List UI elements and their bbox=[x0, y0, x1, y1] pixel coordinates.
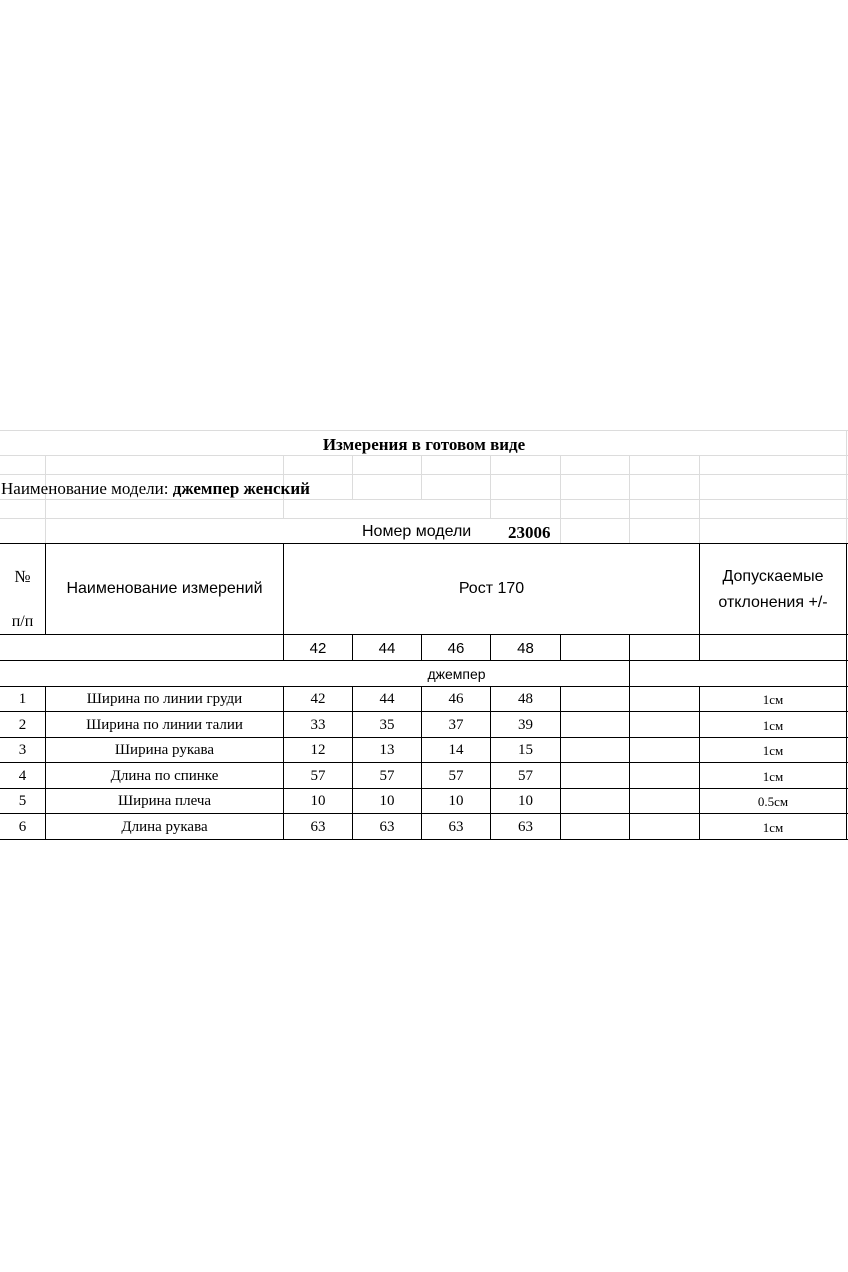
table-line bbox=[629, 634, 630, 686]
row-value: 13 bbox=[379, 742, 395, 758]
gridline bbox=[629, 455, 630, 543]
gridline bbox=[0, 499, 848, 500]
table-line bbox=[45, 686, 46, 839]
table-line bbox=[560, 634, 561, 660]
row-value: 33 bbox=[310, 717, 326, 733]
row-name: Длина рукава bbox=[121, 819, 208, 835]
row-value: 63 bbox=[448, 819, 464, 835]
measurement-sheet bbox=[0, 430, 848, 842]
row-value: 42 bbox=[310, 691, 326, 707]
row-value: 35 bbox=[379, 717, 395, 733]
gridline bbox=[0, 455, 848, 456]
row-value: 57 bbox=[518, 768, 533, 784]
table-line bbox=[0, 660, 848, 661]
row-value: 57 bbox=[310, 768, 326, 784]
row-tolerance: 0.5см bbox=[757, 794, 789, 809]
table-line bbox=[0, 543, 848, 544]
table-line bbox=[0, 813, 848, 814]
header-measurement-name: Наименование измерений bbox=[66, 580, 263, 597]
row-number: 4 bbox=[18, 768, 27, 784]
row-value: 63 bbox=[310, 819, 326, 835]
model-number-label: Номер модели bbox=[362, 523, 472, 540]
header-height: Рост 170 bbox=[458, 580, 525, 597]
row-number: 1 bbox=[18, 691, 27, 707]
gridline bbox=[0, 474, 848, 475]
row-name: Ширина по линии талии bbox=[86, 717, 243, 733]
row-number: 6 bbox=[18, 819, 27, 835]
section-label: джемпер bbox=[427, 666, 486, 682]
row-name: Ширина плеча bbox=[117, 793, 212, 809]
row-tolerance: 1см bbox=[762, 820, 784, 835]
table-line bbox=[0, 737, 848, 738]
gridline bbox=[0, 518, 848, 519]
row-tolerance: 1см bbox=[762, 769, 784, 784]
header-number: № bbox=[14, 567, 31, 586]
row-tolerance: 1см bbox=[762, 718, 784, 733]
table-line bbox=[629, 686, 630, 839]
table-line bbox=[0, 839, 848, 840]
gridline bbox=[45, 455, 46, 543]
row-number: 2 bbox=[18, 717, 27, 733]
gridline bbox=[490, 455, 491, 518]
row-value: 39 bbox=[518, 717, 533, 733]
gridline bbox=[699, 455, 700, 543]
row-value: 10 bbox=[448, 793, 464, 809]
header-number-sub: п/п bbox=[11, 613, 34, 630]
row-number: 5 bbox=[18, 793, 27, 809]
table-line bbox=[846, 543, 847, 839]
gridline bbox=[0, 430, 848, 431]
row-value: 10 bbox=[310, 793, 326, 809]
gridline bbox=[421, 455, 422, 499]
row-value: 63 bbox=[518, 819, 533, 835]
table-line bbox=[560, 686, 561, 839]
row-value: 14 bbox=[448, 742, 464, 758]
model-name-label: Наименование модели: bbox=[1, 479, 169, 498]
table-line bbox=[0, 788, 848, 789]
size-header: 42 bbox=[309, 640, 327, 657]
table-line bbox=[421, 686, 422, 839]
row-tolerance: 1см bbox=[762, 743, 784, 758]
row-value: 57 bbox=[379, 768, 395, 784]
table-line bbox=[283, 686, 284, 839]
sheet-title: Измерения в готовом виде bbox=[322, 435, 526, 454]
row-number: 3 bbox=[18, 742, 27, 758]
row-name: Длина по спинке bbox=[110, 768, 219, 784]
model-name bbox=[1, 480, 310, 497]
row-name: Ширина по линии груди bbox=[86, 691, 243, 707]
row-value: 37 bbox=[448, 717, 464, 733]
header-tolerance: Допускаемые bbox=[722, 568, 824, 585]
model-name-value: джемпер женский bbox=[172, 479, 310, 498]
row-tolerance: 1см bbox=[762, 692, 784, 707]
row-value: 57 bbox=[448, 768, 464, 784]
size-header: 48 bbox=[517, 640, 534, 657]
row-value: 15 bbox=[518, 742, 533, 758]
header-tolerance: отклонения +/- bbox=[718, 594, 828, 611]
model-number-value: 23006 bbox=[508, 523, 551, 542]
row-name: Ширина рукава bbox=[114, 742, 215, 758]
gridline bbox=[352, 455, 353, 499]
size-header: 44 bbox=[378, 640, 396, 657]
table-line bbox=[352, 686, 353, 839]
table-line bbox=[699, 686, 700, 839]
size-header: 46 bbox=[447, 640, 465, 657]
table-line bbox=[0, 762, 848, 763]
table-line bbox=[0, 711, 848, 712]
table-line bbox=[490, 686, 491, 839]
row-value: 46 bbox=[448, 691, 464, 707]
table-line bbox=[0, 634, 848, 635]
row-value: 63 bbox=[379, 819, 395, 835]
gridline bbox=[560, 455, 561, 543]
table-line bbox=[0, 686, 848, 687]
row-value: 12 bbox=[310, 742, 326, 758]
row-value: 48 bbox=[518, 691, 533, 707]
row-value: 10 bbox=[518, 793, 533, 809]
row-value: 44 bbox=[379, 691, 395, 707]
row-value: 10 bbox=[379, 793, 395, 809]
